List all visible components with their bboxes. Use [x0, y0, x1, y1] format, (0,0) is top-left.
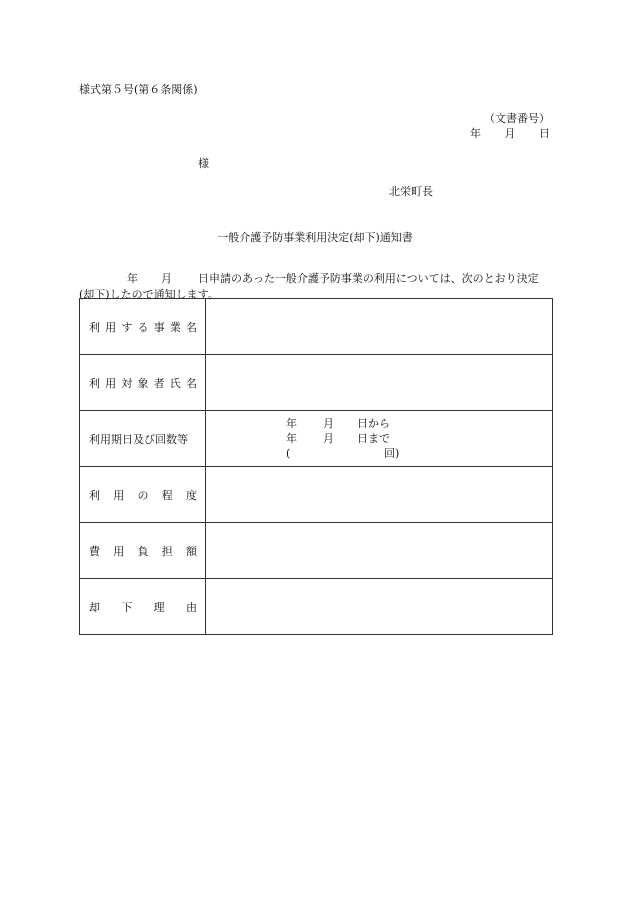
table-row	[80, 411, 553, 467]
form-number: 様式第５号(第６条関係)	[79, 83, 198, 96]
label-char: の	[137, 488, 149, 502]
label-char: 却	[89, 600, 100, 614]
count-open-paren: (	[286, 447, 291, 460]
table-row	[80, 467, 553, 523]
label-char: 額	[186, 544, 197, 558]
label-usage-degree	[80, 467, 206, 523]
document-number: （文書番号）	[484, 112, 550, 125]
body-text-rest: 日申請のあった一般介護予防事業の利用については、次のとおり決定	[198, 272, 539, 285]
date-year: 年	[470, 127, 481, 140]
label-char: 理	[153, 600, 165, 614]
label-char: る	[137, 320, 149, 334]
label-char: 事	[153, 320, 165, 334]
label-char: 利	[89, 376, 100, 390]
label-char: 利	[89, 488, 100, 502]
body-text-line1	[79, 270, 553, 286]
date-day: 日	[539, 127, 550, 140]
label-char: 業	[169, 320, 181, 334]
issue-date	[470, 125, 550, 141]
period-to	[286, 431, 552, 446]
count-unit: 回)	[384, 447, 400, 460]
label-char: 用	[113, 488, 125, 502]
label-text: 利用期日及び回数等	[89, 432, 188, 446]
document-title: 一般介護予防事業利用決定(却下)通知書	[217, 231, 413, 244]
table-row	[80, 355, 553, 411]
label-service-name	[80, 299, 206, 355]
date-month: 月	[504, 127, 516, 140]
label-period-count	[80, 411, 206, 467]
period-from-month: 月	[323, 417, 334, 430]
table-row	[80, 579, 553, 635]
label-char: 負	[137, 544, 149, 558]
table-row	[80, 299, 553, 355]
label-char: 度	[186, 488, 197, 502]
period-from-year: 年	[286, 417, 297, 430]
label-char: 担	[161, 544, 173, 558]
value-rejection-reason[interactable]	[206, 579, 553, 635]
label-char: 氏	[169, 376, 181, 390]
period-to-month: 月	[323, 432, 334, 445]
label-char: 用	[105, 320, 117, 334]
label-char: 象	[137, 376, 149, 390]
label-rejection-reason	[80, 579, 206, 635]
label-char: 名	[185, 376, 197, 390]
label-char: 用	[105, 376, 117, 390]
body-text-line2: (却下)したので通知します。	[79, 288, 219, 301]
body-date-month: 月	[161, 272, 172, 285]
addressee-suffix: 様	[198, 157, 209, 170]
label-char: 名	[185, 320, 197, 334]
value-usage-degree[interactable]	[206, 467, 553, 523]
value-cost-burden[interactable]	[206, 523, 553, 579]
label-char: 費	[89, 544, 100, 558]
label-char: 程	[161, 488, 173, 502]
label-char: 下	[121, 600, 133, 614]
label-char: 用	[113, 544, 125, 558]
label-user-name	[80, 355, 206, 411]
info-table	[79, 298, 553, 635]
value-user-name[interactable]	[206, 355, 553, 411]
period-from	[286, 416, 552, 431]
period-to-year: 年	[286, 432, 297, 445]
value-service-name[interactable]	[206, 299, 553, 355]
label-char: 者	[153, 376, 165, 390]
period-from-day: 日から	[357, 417, 390, 430]
body-date-year: 年	[127, 272, 138, 285]
label-char: す	[121, 320, 133, 334]
label-char: 由	[185, 600, 197, 614]
period-to-day: 日まで	[357, 432, 390, 445]
value-period-count[interactable]	[206, 411, 553, 467]
table-row	[80, 523, 553, 579]
label-cost-burden	[80, 523, 206, 579]
label-char: 利	[89, 320, 100, 334]
issuer-name: 北栄町長	[389, 185, 433, 198]
period-count	[286, 446, 552, 461]
label-char: 対	[121, 376, 133, 390]
